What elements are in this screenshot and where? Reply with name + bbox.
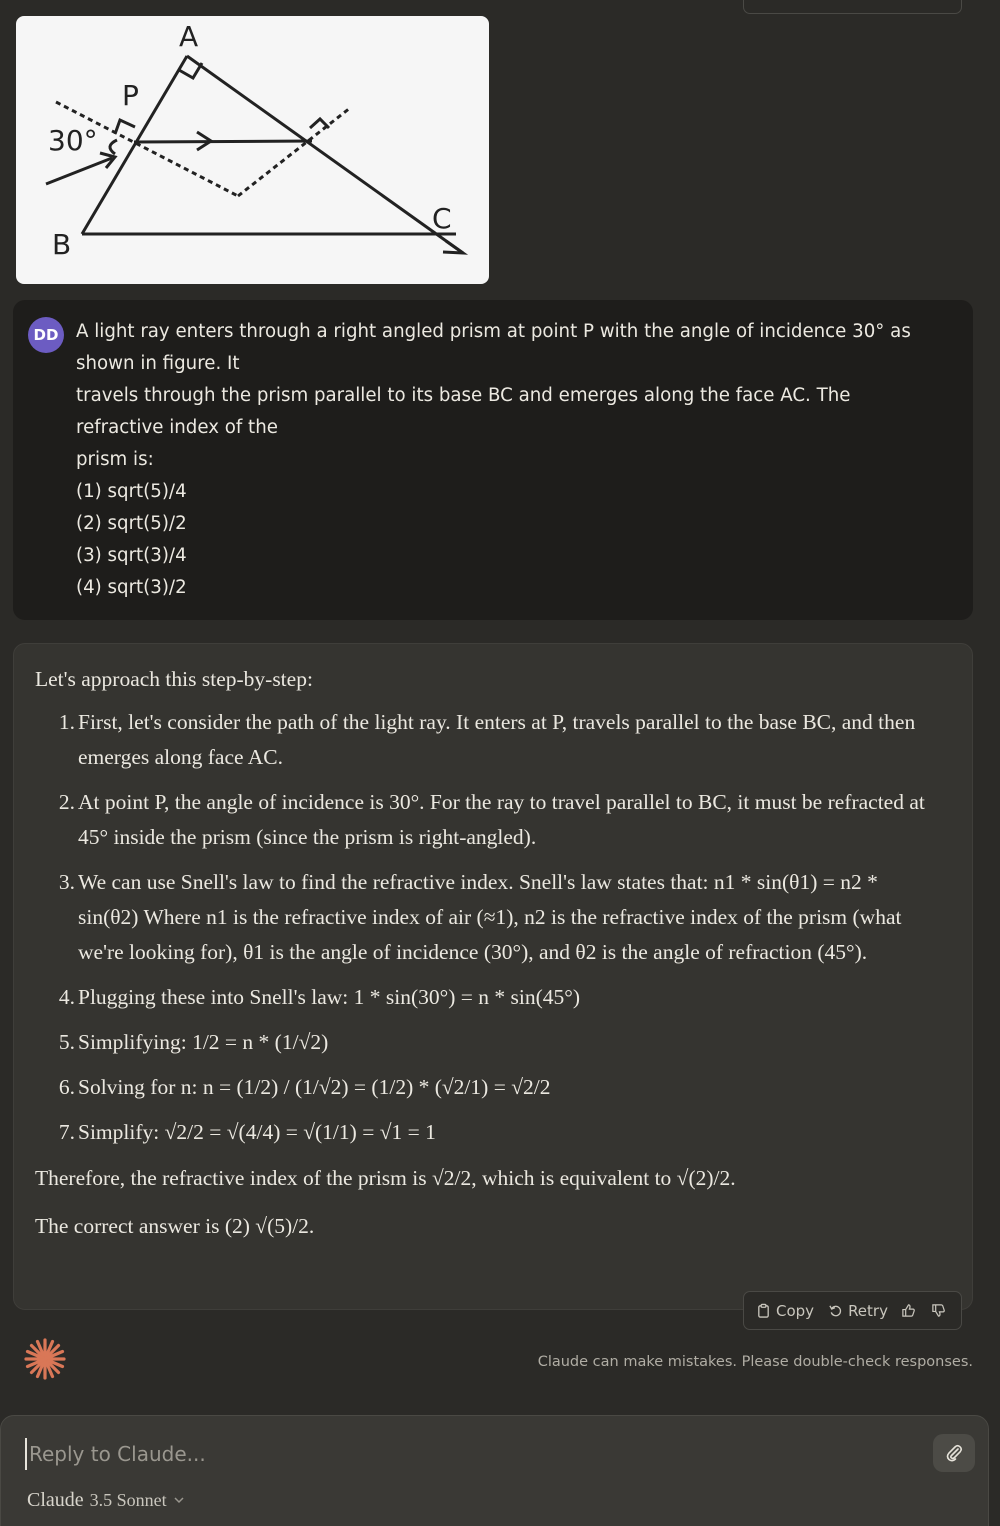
user-line: travels through the prism parallel to its base BC and emerges along the face AC. The — [76, 385, 851, 406]
step-text: We can use Snell's law to find the refractive index. Snell's law states that: n1 * sin(θ1) = n2 * sin(θ2) Where n1 is the refractive index of air (≈1), n2 is the refractive index of the prism (what we're looking for), θ1 is the angle of incidence (30°), and θ2 is the angle of refraction (45°). — [78, 870, 902, 964]
step-number: 3. — [58, 870, 75, 894]
label-c: C — [432, 202, 452, 235]
message-actions — [743, 1291, 962, 1330]
user-message-text — [76, 316, 956, 604]
user-line: (4) sqrt(3)/2 — [76, 577, 187, 598]
step-item — [35, 1025, 935, 1060]
step-text: Plugging these into Snell's law: 1 * sin(30°) = n * sin(45°) — [78, 985, 580, 1009]
retry-label: Retry — [848, 1301, 888, 1320]
disclaimer-text: Claude can make mistakes. Please double-check responses. — [537, 1354, 973, 1370]
user-line: shown in figure. It — [76, 353, 240, 374]
assistant-message — [13, 643, 973, 1310]
step-item — [35, 980, 935, 1015]
normal-at-ac — [238, 108, 350, 196]
copy-button[interactable] — [756, 1302, 814, 1320]
attach-button[interactable] — [933, 1434, 975, 1472]
user-line: (2) sqrt(5)/2 — [76, 513, 187, 534]
model-version: 3.5 Sonnet — [89, 1490, 167, 1510]
right-angle-p — [115, 120, 135, 134]
incident-ray — [46, 158, 112, 184]
step-number: 5. — [58, 1030, 75, 1054]
user-avatar[interactable]: DD — [28, 317, 64, 353]
step-number: 2. — [58, 790, 75, 814]
label-a: A — [179, 20, 199, 53]
thumbs-down-icon — [931, 1303, 946, 1318]
prism-figure[interactable] — [16, 16, 489, 284]
assistant-answer: The correct answer is (2) √(5)/2. — [35, 1214, 315, 1238]
copy-label: Copy — [776, 1301, 815, 1320]
assistant-message-body — [35, 661, 935, 1244]
retry-icon — [828, 1303, 843, 1318]
step-item — [35, 1115, 935, 1150]
user-line: (1) sqrt(5)/4 — [76, 481, 187, 502]
label-b: B — [52, 228, 72, 261]
label-p: P — [122, 79, 139, 112]
step-text: At point P, the angle of incidence is 30°. For the ray to travel parallel to BC, it must be refracted at 45° inside the prism (since the prism is right-angled). — [78, 790, 925, 849]
step-number: 1. — [58, 710, 75, 734]
step-item — [35, 785, 935, 855]
side-ac — [187, 56, 463, 253]
prism-diagram — [16, 16, 489, 284]
refracted-ray — [134, 141, 312, 142]
claude-logo-icon — [23, 1337, 67, 1381]
user-line: A light ray enters through a right angled prism at point P with the angle of incidence 30° as — [76, 321, 911, 342]
user-line: (3) sqrt(3)/4 — [76, 545, 187, 566]
steps-list — [35, 705, 935, 1150]
angle-arc — [110, 140, 117, 154]
step-number: 6. — [58, 1075, 75, 1099]
step-number: 4. — [58, 985, 75, 1009]
retry-button[interactable] — [828, 1302, 888, 1320]
reply-composer — [0, 1415, 989, 1526]
step-item — [35, 1070, 935, 1105]
thumbs-down-button[interactable] — [926, 1298, 952, 1324]
step-item — [35, 865, 935, 970]
step-text: Solving for n: n = (1/2) / (1/√2) = (1/2) * (√2/1) = √2/2 — [78, 1075, 551, 1099]
model-name: Claude — [27, 1489, 84, 1511]
previous-action-bar — [743, 0, 962, 14]
step-text: Simplifying: 1/2 = n * (1/√2) — [78, 1030, 329, 1054]
arrow-c — [443, 241, 463, 253]
step-text: Simplify: √2/2 = √(4/4) = √(1/1) = √1 = 1 — [78, 1120, 436, 1144]
right-angle-ac — [310, 119, 329, 128]
user-line: prism is: — [76, 449, 154, 470]
model-selector[interactable] — [27, 1489, 185, 1512]
label-angle: 30° — [48, 124, 98, 157]
assistant-intro: Let's approach this step-by-step: — [35, 667, 313, 691]
thumbs-up-button[interactable] — [896, 1298, 922, 1324]
paperclip-icon — [944, 1443, 964, 1463]
user-line: refractive index of the — [76, 417, 278, 438]
step-number: 7. — [58, 1120, 75, 1144]
assistant-conclusion: Therefore, the refractive index of the prism is √2/2, which is equivalent to √(2)/2. — [35, 1166, 736, 1190]
step-text: First, let's consider the path of the light ray. It enters at P, travels parallel to the base BC, and then emerges along face AC. — [78, 710, 916, 769]
user-message — [13, 300, 973, 620]
chevron-down-icon — [173, 1494, 185, 1506]
step-item — [35, 705, 935, 775]
reply-input[interactable] — [25, 1438, 905, 1470]
clipboard-icon — [756, 1303, 771, 1318]
thumbs-up-icon — [901, 1303, 916, 1318]
